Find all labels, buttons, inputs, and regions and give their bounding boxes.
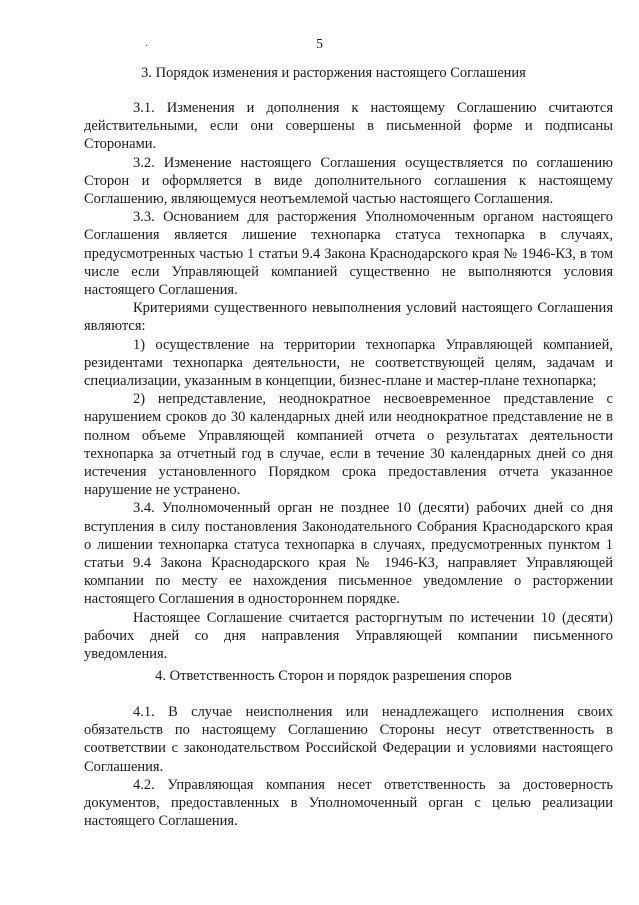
paragraph-3-1: 3.1. Изменения и дополнения к настоящему Соглашению считаются действительными, если они совершены в письменной форме и подписаны Сторонами. [84,100,613,153]
criteria-item-1: 1) осуществление на территории технопарка Управляющей компанией, резидентами технопарка деятельности, не соответствующей целям, задачам и специализации, указанным в концепции, бизнес-плане и мастер-плане технопарка; [84,336,613,390]
paragraph-termination: Настоящее Соглашение считается расторгнутым по истечении 10 (десяти) рабочих дней со дня направления Управляющей компании письменного уведомления. [84,609,613,663]
criteria-item-2: 2) непредставление, неоднократное несвоевременное представление с нарушением сроков до 30 календарных дней или неоднократное представление не в полном объеме Управляющей компанией отчета о результатах деятельности технопарка за отчетный год в случае, если в течение 30 календарных дней со дня истечения установленного Порядком срока предоставления отчета указанное нарушение не устранено. [84,391,613,499]
paragraph-criteria-intro: Критериями существенного невыполнения условий настоящего Соглашения являются: [84,300,613,335]
paragraph-3-4: 3.4. Уполномоченный орган не позднее 10 (десяти) рабочих дней со дня вступления в силу постановления Законодательного Собрания Краснодарского края о лишении технопарка статуса технопарка в случаях, предусмотренных пунктом 1 статьи 9.4 Закона Краснодарского края № 1946-КЗ, направляет Управляющей компании по месту ее нахождения письменное уведомление о расторжении настоящего Соглашения в одностороннем порядке. [84,500,613,608]
section-4-body [84,703,613,830]
paragraph-3-2: 3.2. Изменение настоящего Соглашения осуществляется по соглашению Сторон и оформляется в виде дополнительного соглашения к настоящему Соглашению, являющемуся неотъемлемой частью настоящего Соглашения. [84,154,613,208]
page-number: 5 [316,37,323,52]
section-4-heading: 4. Ответственность Сторон и порядок разрешения споров [155,668,512,684]
section-3-heading: 3. Порядок изменения и расторжения настоящего Соглашения [141,65,526,81]
stray-mark: · [145,41,149,52]
paragraph-4-2: 4.2. Управляющая компания несет ответственность за достоверность документов, предоставленных в Уполномоченный орган с целью реализации настоящего Соглашения. [84,776,613,830]
section-3-body [84,99,613,663]
paragraph-3-3: 3.3. Основанием для расторжения Уполномоченным органом настоящего Соглашения является лишение технопарка статуса технопарка в случаях, предусмотренных частью 1 статьи 9.4 Закона Краснодарского края № 1946-КЗ, в том числе если Управляющей компанией существенно не выполняются условия настоящего Соглашения. [84,209,613,299]
paragraph-4-1: 4.1. В случае неисполнения или ненадлежащего исполнения своих обязательств по настоящему Соглашению Стороны несут ответственность в соответствии с законодательством Российской Федерации и условиями настоящего Соглашения. [84,704,613,775]
